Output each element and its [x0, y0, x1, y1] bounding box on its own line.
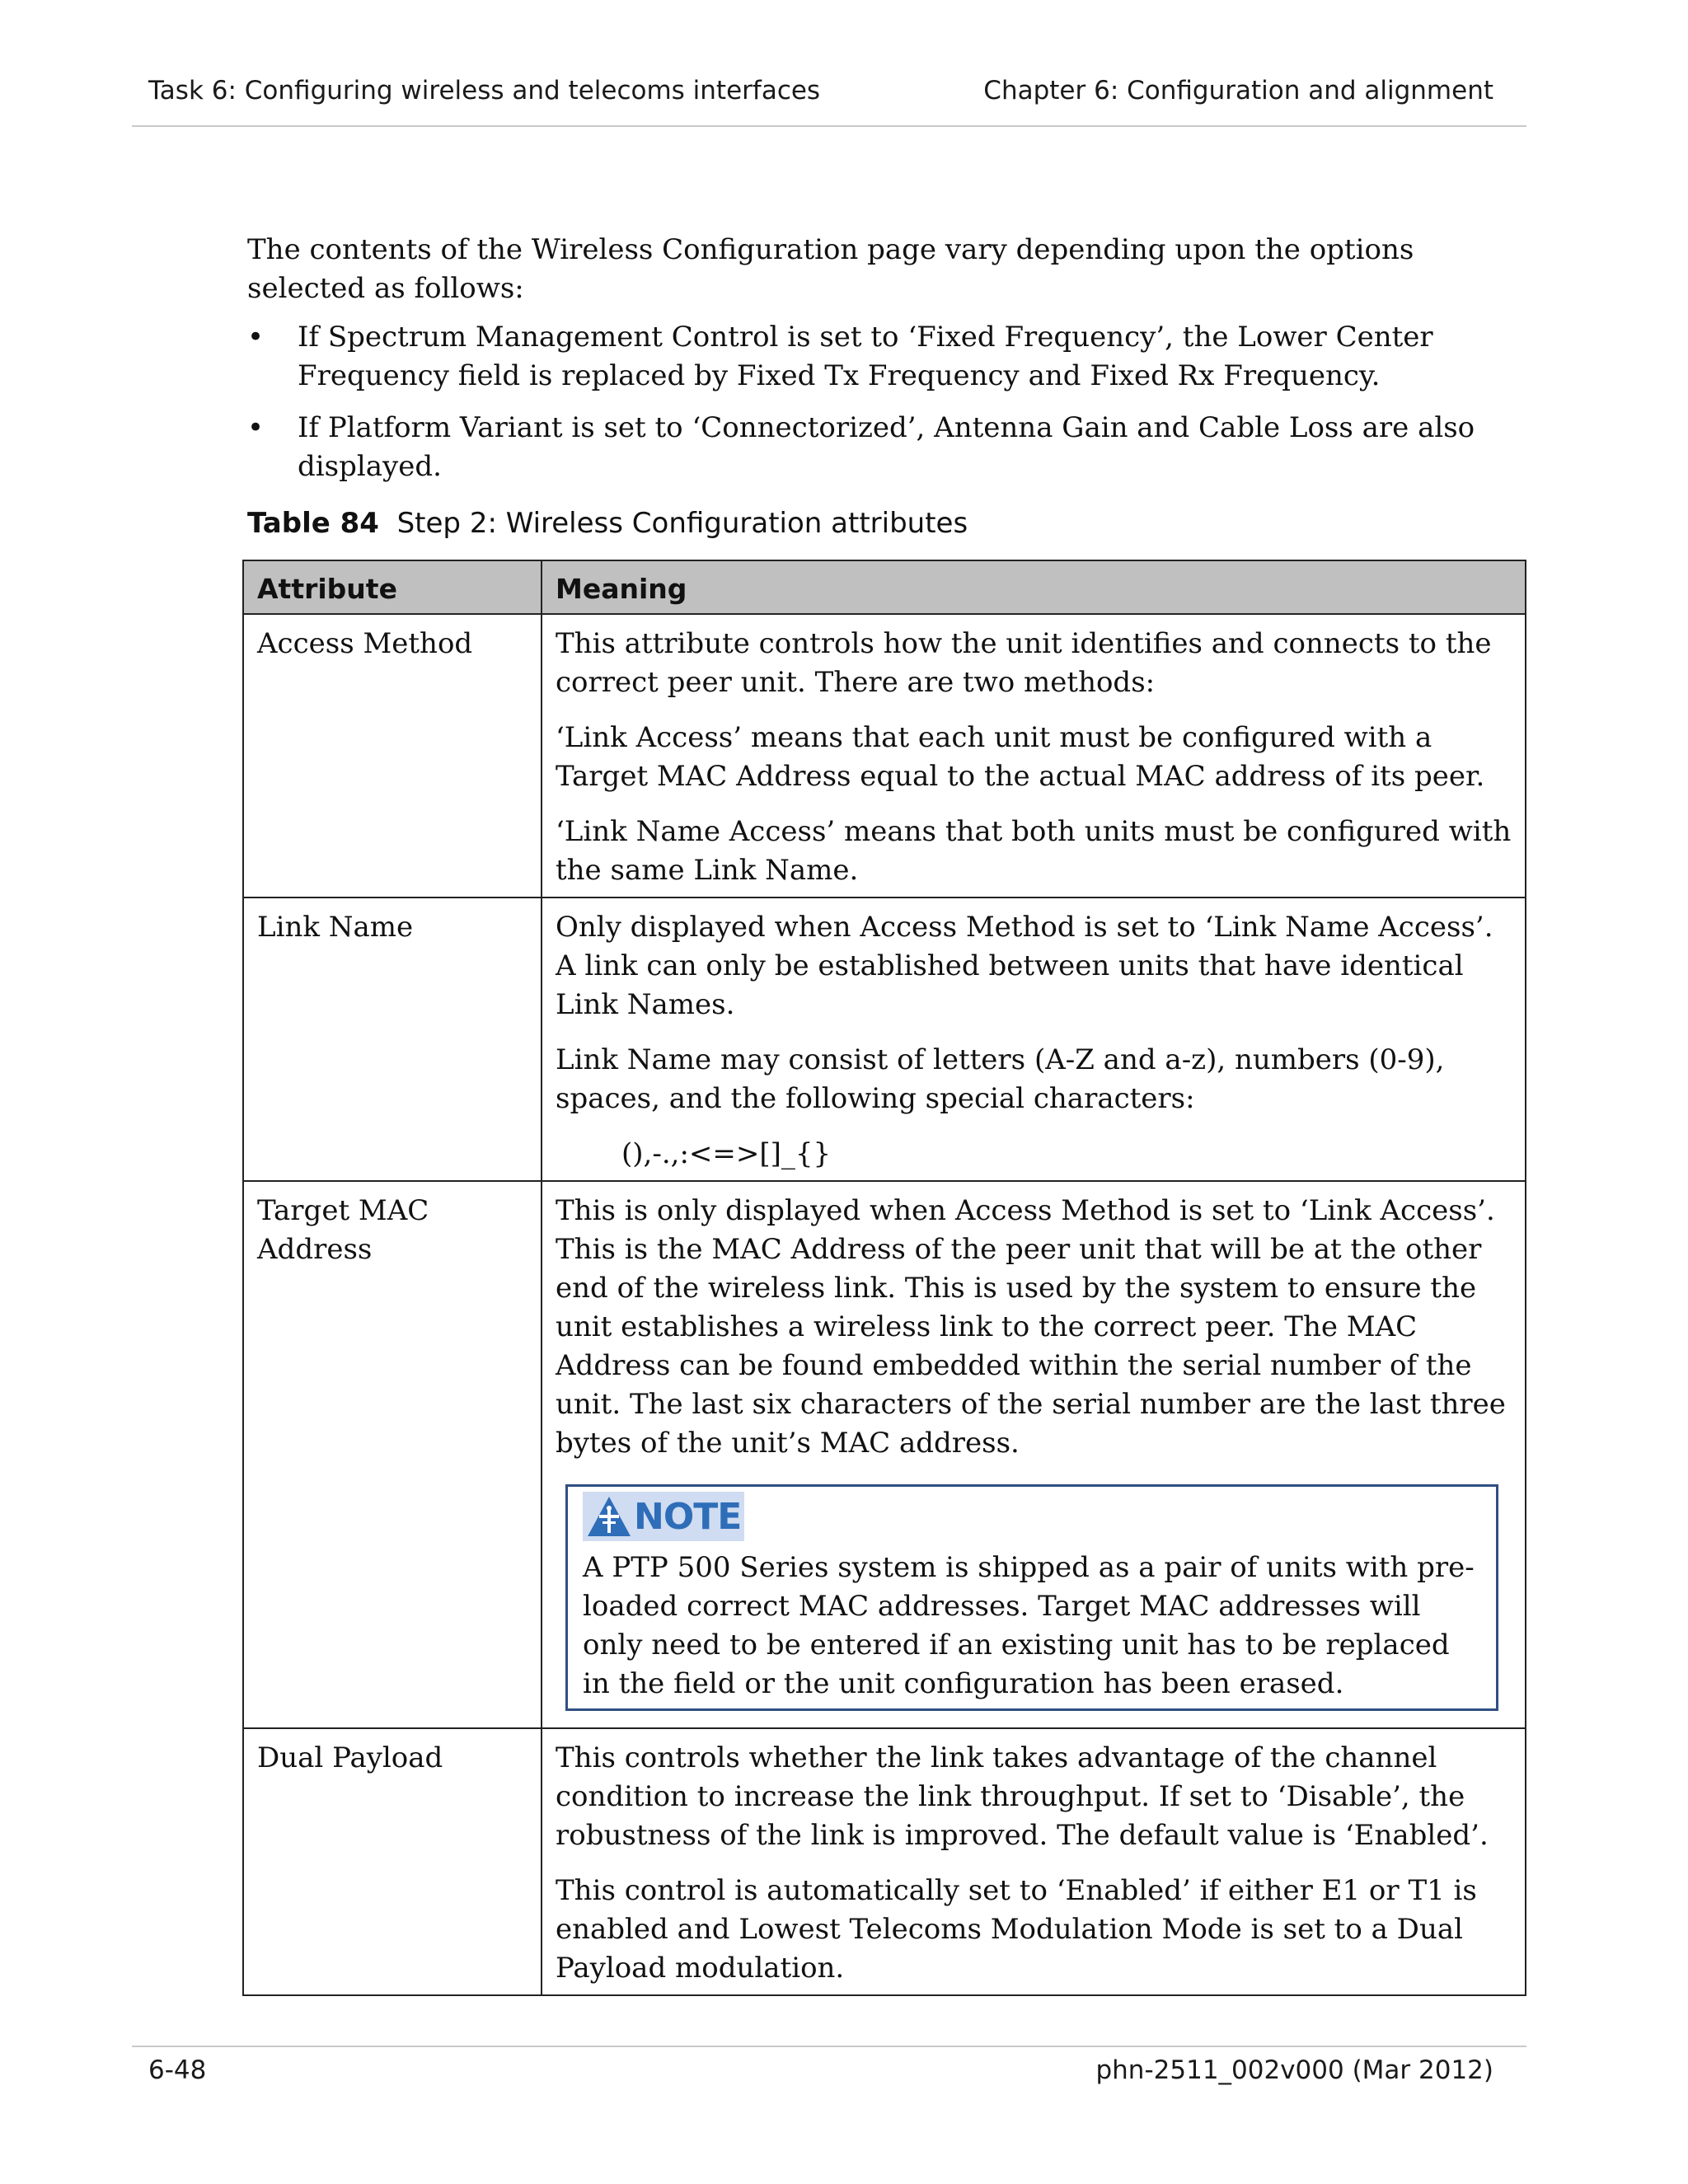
- page-content: [247, 231, 1526, 1996]
- meaning-cell: [542, 614, 1526, 898]
- meaning-paragraph: Only displayed when Access Method is set to ‘Link Name Access’. A link can only be established between units that have identical Link Names.: [556, 911, 1493, 1021]
- document-id: phn-2511_002v000 (Mar 2012): [1095, 2055, 1493, 2085]
- table-row: [243, 1181, 1526, 1728]
- meaning-paragraph: This attribute controls how the unit identifies and connects to the correct peer unit. There are two methods:: [556, 627, 1492, 699]
- bullet-icon: •: [247, 411, 265, 444]
- meaning-paragraph: Link Name may consist of letters (A-Z and a-z), numbers (0-9), spaces, and the following special characters:: [556, 1043, 1445, 1115]
- meaning-paragraph: This control is automatically set to ‘Enabled’ if either E1 or T1 is enabled and Lowest Telecoms Modulation Mode is set to a Dual Payload modulation.: [556, 1874, 1477, 1985]
- table-number: Table 84: [247, 507, 379, 540]
- note-badge: [583, 1492, 744, 1541]
- list-item: [247, 409, 1534, 486]
- table-caption: [247, 504, 1526, 543]
- attribute-cell: Target MAC Address: [243, 1181, 542, 1728]
- meaning-paragraph: ‘Link Access’ means that each unit must be configured with a Target MAC Address equal to the actual MAC address of its peer.: [556, 721, 1485, 793]
- table-header-row: [243, 560, 1526, 614]
- list-item-text: If Spectrum Management Control is set to ‘Fixed Frequency’, the Lower Center Frequency field is replaced by Fixed Tx Frequency and Fixed Rx Frequency.: [298, 321, 1433, 392]
- note-text: A PTP 500 Series system is shipped as a pair of units with pre-loaded correct MAC addresses. Target MAC addresses will only need to be entered if an existing unit has to be replaced in the field or the unit configuration has been erased.: [583, 1551, 1475, 1700]
- meaning-paragraph: ‘Link Name Access’ means that both units must be configured with the same Link Name.: [556, 815, 1512, 887]
- header-section-title: Task 6: Configuring wireless and telecoms interfaces: [148, 76, 821, 105]
- attributes-table: [242, 560, 1526, 1996]
- note-icon: [586, 1495, 632, 1538]
- list-item-text: If Platform Variant is set to ‘Connectorized’, Antenna Gain and Cable Loss are also displayed.: [298, 411, 1475, 483]
- footer-divider: [132, 2046, 1526, 2047]
- table-row: [243, 1728, 1526, 1995]
- header-chapter-title: Chapter 6: Configuration and alignment: [983, 76, 1493, 105]
- header-divider: [132, 125, 1526, 127]
- page-footer: [132, 2055, 1510, 2097]
- page-number: 6-48: [148, 2055, 207, 2085]
- page-header: [132, 76, 1510, 117]
- meaning-cell: [542, 1728, 1526, 1995]
- meaning-cell: [542, 898, 1526, 1181]
- intro-paragraph: The contents of the Wireless Configuration page vary depending upon the options selected as follows:: [247, 233, 1414, 305]
- column-header-attribute: Attribute: [243, 560, 542, 614]
- note-box: [565, 1484, 1498, 1711]
- table-row: [243, 898, 1526, 1181]
- meaning-cell: [542, 1181, 1526, 1728]
- special-characters: (),-.,:<=>[]_{}: [621, 1137, 832, 1170]
- table-title: Step 2: Wireless Configuration attributes: [396, 507, 968, 540]
- attribute-cell: Link Name: [243, 898, 542, 1181]
- meaning-paragraph: This controls whether the link takes advantage of the channel condition to increase the link throughput. If set to ‘Disable’, the robustness of the link is improved. The default value is ‘Enabled’.: [556, 1741, 1489, 1852]
- column-header-meaning: Meaning: [542, 560, 1526, 614]
- table-row: [243, 614, 1526, 898]
- meaning-paragraph: This is only displayed when Access Method is set to ‘Link Access’. This is the MAC Address of the peer unit that will be at the other end of the wireless link. This is used by the system to ensure the unit establishes a wireless link to the correct peer. The MAC Address can be found embedded within the serial number of the unit. The last six characters of the serial number are the last three bytes of the unit’s MAC address.: [556, 1194, 1506, 1460]
- attribute-cell: Dual Payload: [243, 1728, 542, 1995]
- bullet-icon: •: [247, 321, 265, 354]
- attribute-cell: Access Method: [243, 614, 542, 898]
- note-label: NOTE: [634, 1495, 742, 1538]
- list-item: [247, 318, 1534, 396]
- options-list: [247, 318, 1526, 486]
